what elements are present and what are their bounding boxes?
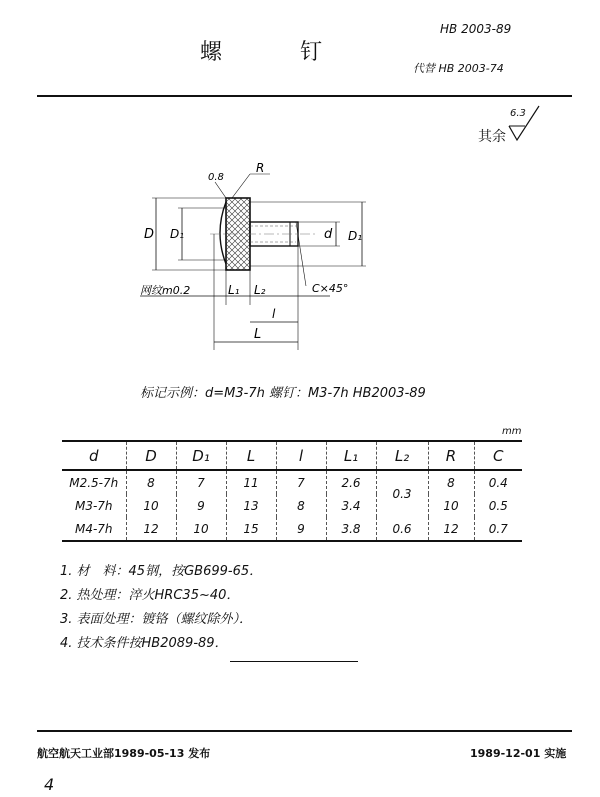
table-cell: M3-7h (74, 498, 113, 513)
table-header-row (62, 441, 522, 470)
table-cell: 13 (226, 494, 276, 517)
standard-number: HB 2003-89 (440, 22, 512, 36)
header-D1: D₁ (176, 441, 226, 470)
table-cell: 15 (226, 517, 276, 541)
table-cell: 0.6 (376, 517, 428, 541)
roughness-value: 6.3 (510, 108, 526, 119)
table-cell: 0.3 (376, 470, 428, 517)
table-cell: 0.4 (474, 470, 522, 494)
table-cell: 11 (226, 470, 276, 494)
note-item: 3. 表面处理：镀铬（螺纹除外）． (60, 612, 253, 627)
table-cell: 8 (428, 470, 474, 494)
table-row (62, 494, 522, 517)
table-cell: M4-7h (74, 521, 113, 536)
table-cell: 10 (176, 517, 226, 541)
thread-chamfer-label: C×45° (312, 282, 349, 295)
table-cell: M2.5-7h (69, 475, 119, 490)
D1-shank-label: D₁ (348, 229, 363, 243)
header-L1: L₁ (326, 441, 376, 470)
L-label: L (254, 327, 262, 342)
header-l: l (276, 441, 326, 470)
table-row (62, 517, 522, 541)
marking-example: 标记示例：d=M3-7h 螺钉：M3-7h HB2003-89 (140, 386, 426, 401)
replaces-standard: 代替 HB 2003-74 (413, 62, 504, 75)
header-R: R (428, 441, 474, 470)
table-cell: 3.8 (326, 517, 376, 541)
implement-date: 1989-12-01 实施 (470, 747, 567, 760)
D1-head-label: D₁ (170, 227, 185, 241)
page-number: 4 (44, 775, 55, 794)
screw-drawing (130, 160, 400, 360)
D-label: D (144, 227, 155, 242)
header-L2: L₂ (376, 441, 428, 470)
table-cell: 10 (126, 494, 176, 517)
roughness-symbol-icon (505, 104, 545, 144)
note-item: 2. 热处理：淬火HRC35~40． (60, 588, 240, 603)
table-cell: 2.6 (326, 470, 376, 494)
radius-label: R (256, 161, 265, 175)
table-cell: 8 (126, 470, 176, 494)
table-cell: 3.4 (326, 494, 376, 517)
chamfer-label: 0.8 (208, 172, 224, 183)
table-cell: 0.7 (474, 517, 522, 541)
page-title: 螺 钉 (200, 40, 351, 65)
header-d: d (88, 446, 99, 465)
table-cell: 12 (428, 517, 474, 541)
dimension-table (62, 440, 522, 542)
footer-divider (37, 730, 572, 732)
d-label: d (324, 227, 333, 242)
table-cell: 7 (176, 470, 226, 494)
L1-label: L₁ (228, 283, 240, 297)
table-cell: 9 (276, 517, 326, 541)
table-cell: 9 (176, 494, 226, 517)
knurl-label: 网纹m0.2 (140, 284, 191, 297)
table-cell: 8 (276, 494, 326, 517)
table-cell: 10 (428, 494, 474, 517)
L2-label: L₂ (254, 283, 266, 297)
l-label: l (272, 307, 276, 321)
header-L: L (226, 441, 276, 470)
unit-label: mm (502, 426, 522, 437)
header-D: D (126, 441, 176, 470)
table-cell: 7 (276, 470, 326, 494)
table-cell: 0.5 (474, 494, 522, 517)
header-divider (37, 95, 572, 97)
notes-end-line (230, 661, 358, 662)
table-cell: 12 (126, 517, 176, 541)
note-item: 4. 技术条件按HB2089-89． (60, 636, 228, 651)
head-dome (220, 202, 226, 264)
table-row (62, 470, 522, 494)
header-C: C (474, 441, 522, 470)
publish-info: 航空航天工业部1989-05-13 发布 (37, 747, 211, 760)
roughness-label: 其余 (478, 129, 506, 145)
technical-notes (60, 560, 262, 656)
note-item: 1. 材 料：45钢，按GB699-65． (60, 564, 263, 579)
